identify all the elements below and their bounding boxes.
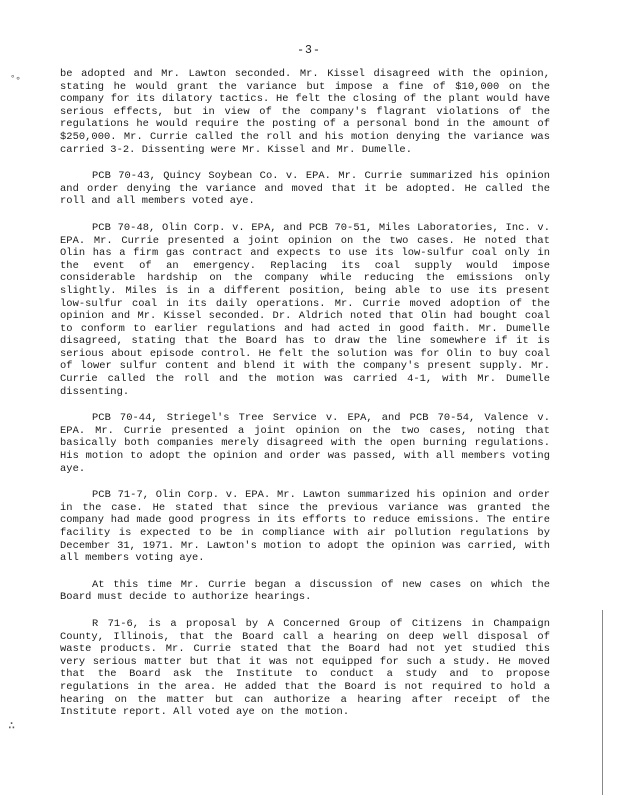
paragraph-pcb-70-43: PCB 70-43, Quincy Soybean Co. v. EPA. Mr. Currie summarized his opinion and order denying the variance and moved that it be adopted. He called the roll and all members voted aye. [60,170,550,208]
paragraph-pcb-70-48: PCB 70-48, Olin Corp. v. EPA, and PCB 70-51, Miles Laboratories, Inc. v. EPA. Mr. Currie presented a joint opinion on the two cases. He noted that Olin has a firm gas contract and expects to use its low-sulfur coal only in the event of an emergency. Replacing its coal supply would impose considerable hardship on the company while reducing the emissions only slightly. Miles is in a different position, being able to use its present low-sulfur coal in its daily operations. Mr. Currie moved adoption of the opinion and Mr. Kissel seconded. Dr. Aldrich noted that Olin had bought coal to conform to earlier regulations and had acted in good faith. Mr. Dumelle disagreed, stating that the Board has to draw the line somewhere if it is serious about episode control. He felt the solution was for Olin to buy coal of lower sulfur content and blend it with the company's present supply. Mr. Currie called the roll and the motion was carried 4-1, with Mr. Dumelle dissenting. [60,221,550,398]
margin-mark-top: °∘ [10,74,21,84]
paragraph-r-71-6: R 71-6, is a proposal by A Concerned Group of Citizens in Champaign County, Illinois, that the Board call a hearing on deep well disposal of waste products. Mr. Currie stated that the Board had not yet studied this very serious matter but that it was not equipped for such a study. He moved that the Board ask the Institute to conduct a study and to propose regulations in the area. He added that the Board is not required to hold a hearing on the matter but can authorize a hearing after receipt of the Institute report. All voted aye on the motion. [60,617,550,719]
paragraph-new-cases: At this time Mr. Currie began a discussion of new cases on which the Board must decide to authorize hearings. [60,578,550,604]
paragraph-continuation: be adopted and Mr. Lawton seconded. Mr. Kissel disagreed with the opinion, stating he would grant the variance but impose a fine of $10,000 on the company for its dilatory tactics. He felt the closing of the plant would have serious effects, but in view of the company's flagrant violations of the regulations he would require the posting of a personal bond in the amount of $250,000. Mr. Currie called the roll and his motion denying the variance was carried 3-2. Dissenting were Mr. Kissel and Mr. Dumelle. [60,68,550,156]
margin-mark-bottom: ∴ [8,719,16,733]
paragraph-pcb-71-7: PCB 71-7, Olin Corp. v. EPA. Mr. Lawton summarized his opinion and order in the case. He stated that since the previous variance was granted the company had made good progress in its efforts to reduce emissions. The entire facility is expected to be in compliance with air pollution regulations by December 31, 1971. Mr. Lawton's motion to adopt the opinion was carried, with all members voting aye. [60,489,550,565]
page-number: -3- [297,44,321,57]
right-edge-rule [602,610,603,795]
document-body [60,68,550,733]
paragraph-pcb-70-44: PCB 70-44, Striegel's Tree Service v. EPA, and PCB 70-54, Valence v. EPA. Mr. Currie presented a joint opinion on the two cases, noting that basically both companies merely disagreed with the open burning regulations. His motion to adopt the opinion and order was passed, with all members voting aye. [60,412,550,475]
